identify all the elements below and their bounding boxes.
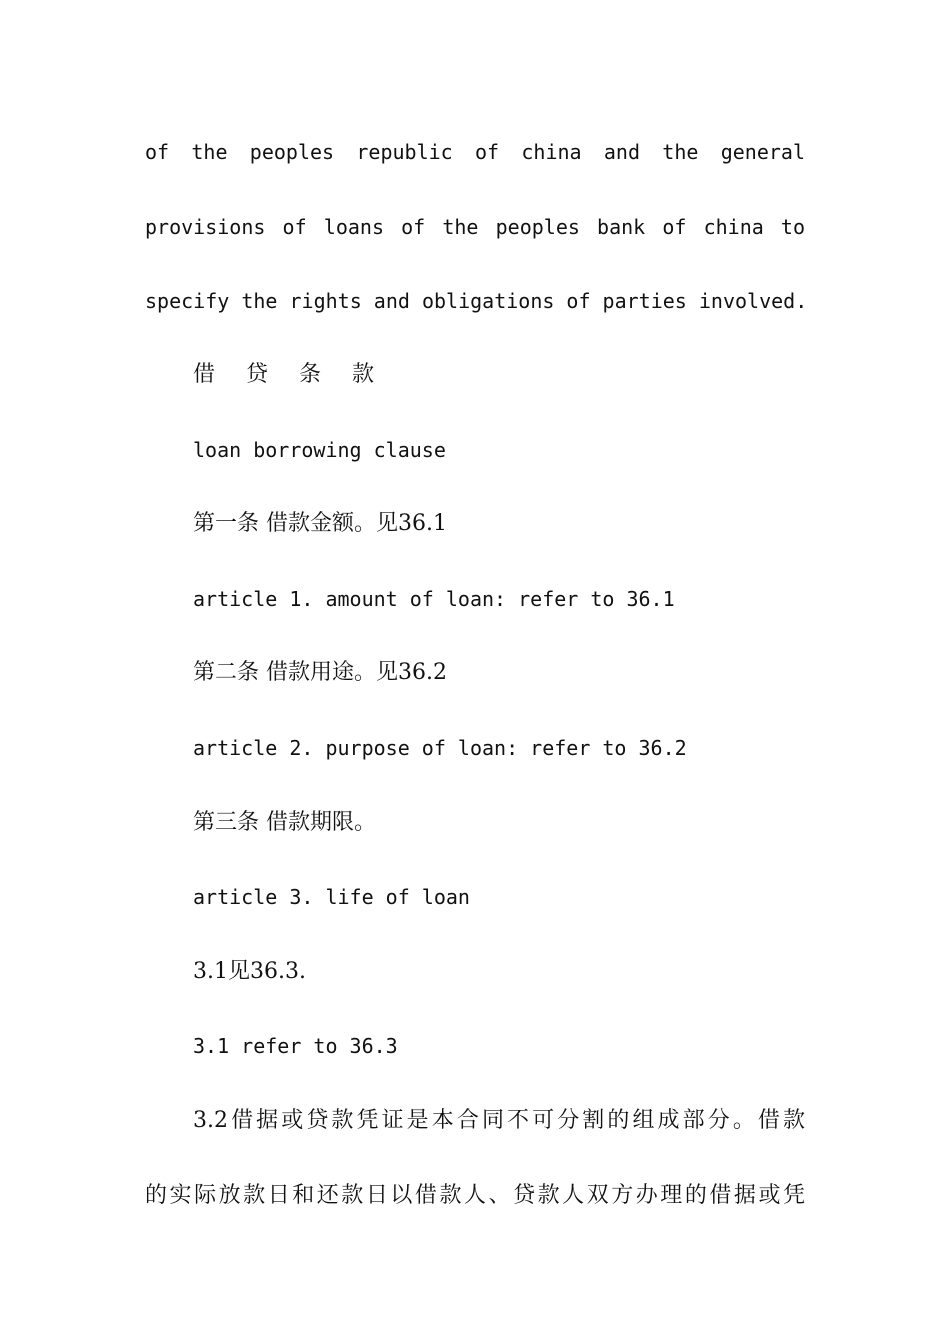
- clause-3-2-line-1: 3.2借据或贷款凭证是本合同不可分割的组成部分。借款: [193, 1108, 805, 1133]
- article-2-chinese: 第二条 借款用途。见36.2: [193, 660, 447, 685]
- section-heading-english: loan borrowing clause: [193, 438, 446, 462]
- clause-3-1-english: 3.1 refer to 36.3: [193, 1034, 398, 1058]
- body-text-line-2: provisions of loans of the peoples bank of china to: [145, 215, 805, 239]
- article-2-english: article 2. purpose of loan: refer to 36.2: [193, 736, 687, 760]
- article-1-english: article 1. amount of loan: refer to 36.1: [193, 587, 675, 611]
- article-3-chinese: 第三条 借款期限。: [193, 810, 376, 835]
- body-text-line-1: of the peoples republic of china and the general: [145, 140, 805, 164]
- clause-3-1-chinese: 3.1见36.3.: [193, 959, 306, 984]
- section-heading: 借 贷 条 款: [193, 362, 386, 387]
- article-1-chinese: 第一条 借款金额。见36.1: [193, 511, 447, 536]
- clause-3-2-line-2: 的实际放款日和还款日以借款人、贷款人双方办理的借据或凭: [145, 1183, 805, 1208]
- article-3-english: article 3. life of loan: [193, 885, 470, 909]
- body-text-line-3: specify the rights and obligations of parties involved.: [145, 289, 808, 313]
